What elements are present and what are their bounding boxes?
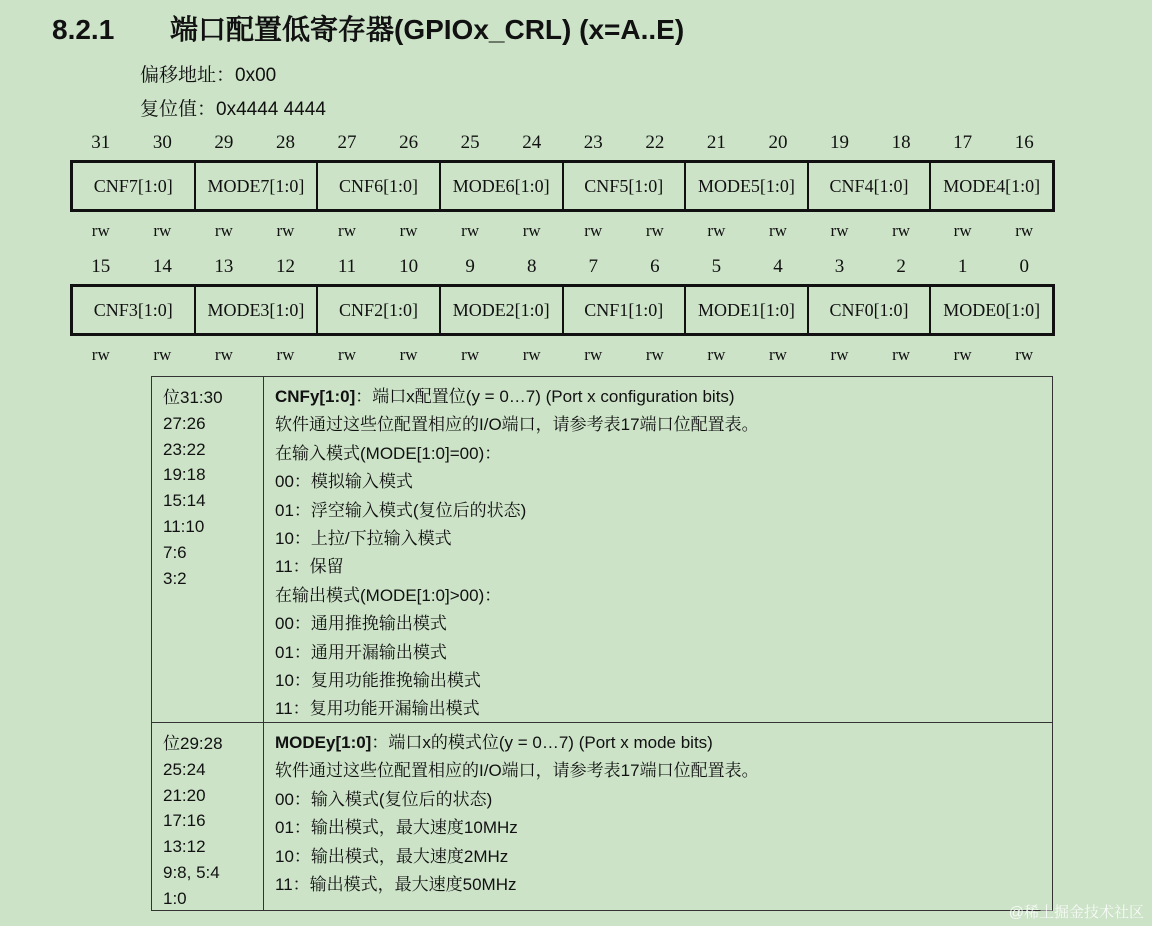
access-type: rw bbox=[830, 345, 849, 364]
access-type: rw bbox=[338, 345, 356, 364]
access-type: rw bbox=[584, 221, 603, 240]
description-line: 软件通过这些位配置相应的I/O端口，请参考表17端口位配置表。 bbox=[275, 761, 759, 781]
description-line: 10：输出模式，最大速度2MHz bbox=[275, 846, 509, 866]
bit-range: 位29:28 bbox=[163, 734, 223, 753]
lower-register-fields bbox=[70, 284, 1055, 336]
lower-bit-numbers bbox=[70, 256, 1055, 280]
field-title: ：端口x配置位(y = 0…7) (Port x configuration bits) bbox=[355, 387, 735, 406]
bit-range: 23:22 bbox=[163, 439, 206, 459]
field-name: CNFy[1:0] bbox=[275, 387, 356, 406]
bit-number: 11 bbox=[337, 256, 357, 277]
access-type: rw bbox=[399, 221, 418, 240]
access-type: rw bbox=[91, 345, 110, 364]
description-line: 11：复用功能开漏输出模式 bbox=[275, 699, 480, 719]
bit-number: 1 bbox=[957, 256, 968, 277]
access-type: rw bbox=[707, 221, 726, 240]
bit-number: 30 bbox=[152, 132, 172, 153]
access-type: rw bbox=[645, 345, 664, 364]
description-line: 00：输入模式(复位后的状态) bbox=[275, 789, 493, 809]
bit-description-table bbox=[151, 376, 1053, 911]
upper-bit-numbers bbox=[70, 132, 1055, 156]
bit-number: 22 bbox=[645, 132, 665, 153]
access-type: rw bbox=[276, 221, 295, 240]
bit-number: 29 bbox=[214, 132, 234, 153]
bit-number: 20 bbox=[768, 132, 788, 153]
bit-number: 0 bbox=[1019, 256, 1029, 277]
bit-range: 19:18 bbox=[163, 465, 206, 485]
bit-number: 26 bbox=[399, 132, 419, 153]
access-type: rw bbox=[953, 221, 972, 240]
register-field: CNF4[1:0] bbox=[807, 163, 930, 209]
mode-description-row bbox=[152, 723, 1052, 910]
access-type: rw bbox=[214, 221, 233, 240]
lower-access-row bbox=[70, 345, 1055, 369]
register-field: CNF2[1:0] bbox=[316, 287, 439, 333]
bit-range: 17:16 bbox=[163, 811, 206, 831]
bit-number: 9 bbox=[465, 256, 475, 277]
access-type: rw bbox=[892, 345, 911, 364]
register-field: CNF6[1:0] bbox=[316, 163, 439, 209]
upper-register-fields bbox=[70, 160, 1055, 212]
bit-range: 7:6 bbox=[163, 542, 187, 562]
register-field: MODE3[1:0] bbox=[194, 287, 317, 333]
bit-number: 21 bbox=[706, 132, 726, 153]
description-line: 01：输出模式，最大速度10MHz bbox=[275, 818, 518, 838]
description-line: 在输出模式(MODE[1:0]>00)： bbox=[275, 585, 502, 605]
field-name: MODEy[1:0] bbox=[275, 733, 372, 752]
access-type: rw bbox=[461, 345, 480, 364]
section-title: 端口配置低寄存器(GPIOx_CRL) (x=A..E) bbox=[170, 14, 685, 45]
description-line: 在输入模式(MODE[1:0]=00)： bbox=[275, 443, 502, 463]
access-type: rw bbox=[522, 345, 541, 364]
access-type: rw bbox=[584, 345, 603, 364]
access-type: rw bbox=[1015, 345, 1034, 364]
cnf-description-text bbox=[275, 383, 759, 724]
bit-range: 3:2 bbox=[163, 568, 187, 588]
bit-number: 31 bbox=[91, 132, 111, 153]
bit-number: 3 bbox=[834, 256, 845, 277]
access-type: rw bbox=[91, 221, 110, 240]
description-line: 01：通用开漏输出模式 bbox=[275, 642, 447, 662]
access-type: rw bbox=[399, 345, 418, 364]
mode-bit-positions bbox=[163, 731, 223, 912]
register-field: CNF3[1:0] bbox=[93, 299, 173, 320]
access-type: rw bbox=[1015, 221, 1034, 240]
description-line: 01：浮空输入模式(复位后的状态) bbox=[275, 500, 527, 520]
description-line: 10：复用功能推挽输出模式 bbox=[275, 671, 481, 691]
bit-number: 8 bbox=[526, 256, 537, 277]
access-type: rw bbox=[153, 221, 172, 240]
field-title: ：端口x的模式位(y = 0…7) (Port x mode bits) bbox=[371, 733, 713, 752]
bit-number: 15 bbox=[91, 256, 111, 277]
register-field: MODE6[1:0] bbox=[439, 163, 562, 209]
description-line: 11：输出模式，最大速度50MHz bbox=[275, 875, 517, 895]
register-field: MODE1[1:0] bbox=[684, 287, 807, 333]
bit-number: 24 bbox=[522, 132, 542, 153]
access-type: rw bbox=[768, 345, 787, 364]
access-type: rw bbox=[214, 345, 233, 364]
access-type: rw bbox=[522, 221, 541, 240]
access-type: rw bbox=[461, 221, 480, 240]
access-type: rw bbox=[830, 221, 849, 240]
bit-number: 2 bbox=[896, 256, 906, 277]
bit-number: 23 bbox=[583, 132, 603, 153]
description-line: 00：模拟输入模式 bbox=[275, 472, 413, 492]
bit-range: 1:0 bbox=[163, 888, 187, 908]
bit-range: 15:14 bbox=[163, 491, 206, 511]
access-type: rw bbox=[953, 345, 972, 364]
bit-number: 4 bbox=[773, 256, 783, 277]
register-field: CNF0[1:0] bbox=[807, 287, 930, 333]
register-field: MODE0[1:0] bbox=[929, 287, 1052, 333]
bit-range: 13:12 bbox=[163, 837, 206, 857]
cnf-title-line bbox=[275, 383, 759, 411]
bit-range: 11:10 bbox=[163, 516, 205, 536]
bit-number: 13 bbox=[214, 256, 234, 277]
bit-range: 21:20 bbox=[163, 785, 206, 805]
register-field: MODE5[1:0] bbox=[684, 163, 807, 209]
section-heading bbox=[52, 8, 684, 48]
access-type: rw bbox=[276, 345, 295, 364]
description-line: 软件通过这些位配置相应的I/O端口，请参考表17端口位配置表。 bbox=[275, 415, 759, 435]
cnf-description-row bbox=[152, 377, 1052, 723]
access-type: rw bbox=[707, 345, 726, 364]
register-field: CNF1[1:0] bbox=[562, 287, 685, 333]
bit-number: 5 bbox=[711, 256, 722, 277]
bit-number: 18 bbox=[891, 132, 911, 153]
bit-number: 16 bbox=[1014, 132, 1034, 153]
bit-range: 27:26 bbox=[163, 413, 206, 433]
register-field: MODE4[1:0] bbox=[929, 163, 1052, 209]
bit-number: 12 bbox=[275, 256, 295, 277]
watermark: @稀土掘金技术社区 bbox=[1008, 904, 1144, 921]
register-field: CNF5[1:0] bbox=[562, 163, 685, 209]
section-number: 8.2.1 bbox=[52, 14, 115, 45]
mode-description-text bbox=[275, 729, 759, 899]
bit-range: 9:8, 5:4 bbox=[163, 862, 220, 882]
description-line: 10：上拉/下拉输入模式 bbox=[275, 529, 452, 549]
mode-title-line bbox=[275, 729, 759, 757]
access-type: rw bbox=[892, 221, 911, 240]
register-field: CNF7[1:0] bbox=[93, 175, 173, 196]
register-field: MODE7[1:0] bbox=[194, 163, 317, 209]
bit-range: 25:24 bbox=[163, 759, 206, 779]
upper-access-row bbox=[70, 221, 1055, 245]
bit-number: 17 bbox=[953, 132, 973, 153]
bit-number: 28 bbox=[275, 132, 295, 153]
description-line: 11：保留 bbox=[275, 557, 344, 577]
bit-range: 位31:30 bbox=[163, 388, 223, 407]
bit-number: 10 bbox=[399, 256, 419, 277]
access-type: rw bbox=[645, 221, 664, 240]
bit-number: 14 bbox=[152, 256, 172, 277]
description-line: 00：通用推挽输出模式 bbox=[275, 614, 447, 634]
bit-number: 19 bbox=[830, 132, 850, 153]
bit-number: 6 bbox=[650, 256, 660, 277]
bit-number: 7 bbox=[588, 256, 599, 277]
cnf-bit-positions bbox=[163, 385, 223, 591]
reset-value: 复位值：0x4444 4444 bbox=[140, 99, 326, 120]
register-field: MODE2[1:0] bbox=[439, 287, 562, 333]
access-type: rw bbox=[153, 345, 172, 364]
offset-address: 偏移地址：0x00 bbox=[140, 65, 277, 86]
bit-number: 27 bbox=[337, 132, 357, 153]
bit-number: 25 bbox=[460, 132, 480, 153]
access-type: rw bbox=[338, 221, 356, 240]
access-type: rw bbox=[768, 221, 787, 240]
